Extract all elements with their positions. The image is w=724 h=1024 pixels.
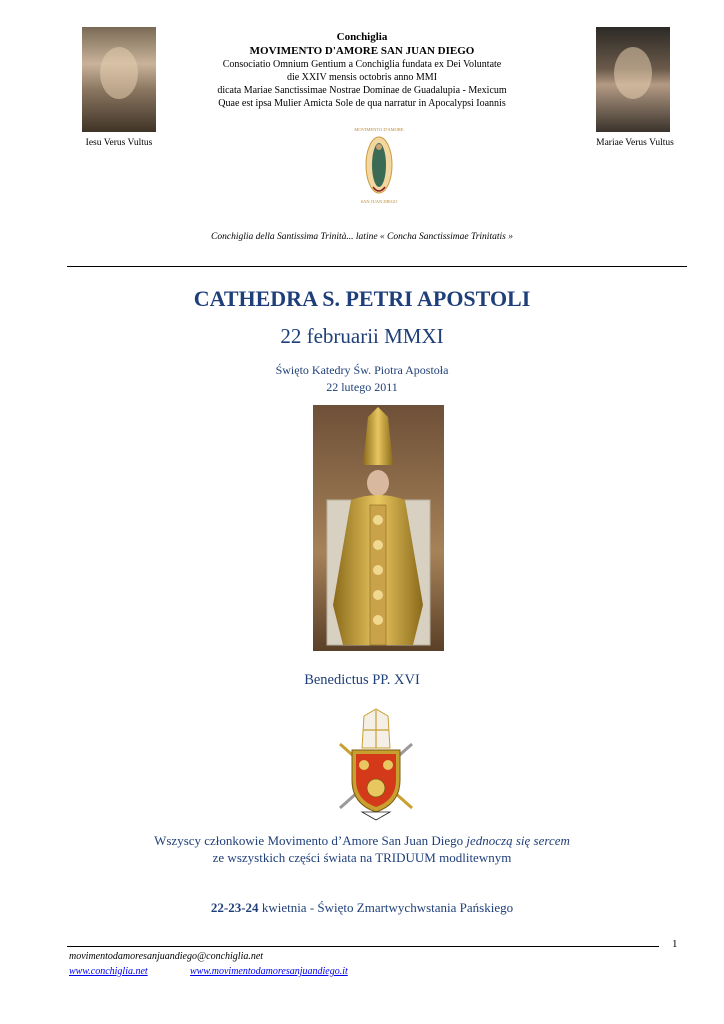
header-divider [67,266,687,267]
message-line-1 [100,832,624,849]
header-block [170,30,554,110]
footer-link-conchiglia[interactable]: www.conchiglia.net [69,966,148,977]
left-image-caption: Iesu Verus Vultus [85,138,153,148]
message-plain-text: Wszyscy członkowie Movimento d’Amore San Juan Diego [154,833,467,848]
pope-photo [313,405,444,651]
easter-dates: 22-23-24 [210,900,259,915]
header-title: Conchiglia [336,31,388,43]
footer-divider [67,946,659,947]
feast-date: 22 lutego 2011 [326,380,398,394]
feast-subtitle: Święto Katedry Św. Piotra Apostoła [275,363,449,377]
holy-face-image [82,27,156,132]
svg-text:MOVIMENTO D'AMORE: MOVIMENTO D'AMORE [354,127,404,132]
guadalupe-logo-icon [354,125,404,211]
footer-link-movimento[interactable]: www.movimentodamoresanjuandiego.it [190,966,348,977]
header-line-4: Quae est ipsa Mulier Amicta Sole de qua narratur in Apocalypsi Ioannis [218,98,506,109]
author-name: Benedictus PP. XVI [304,672,420,688]
page-number: 1 [672,938,678,950]
page-date: 22 februarii MMXI [280,324,444,348]
papal-coat-of-arms-icon [332,708,420,820]
easter-line [100,900,624,916]
message-line-2: ze wszystkich części świata na TRIDUUM modlitewnym [212,850,512,865]
easter-text: kwietnia - Święto Zmartwychwstania Pańskiego [258,900,514,915]
header-org: MOVIMENTO D'AMORE SAN JUAN DIEGO [249,45,475,57]
header-line-1: Consociatio Omnium Gentium a Conchiglia fundata ex Dei Voluntate [222,59,502,70]
tagline: Conchiglia della Santissima Trinità... latine « Concha Sanctissimae Trinitatis » [211,232,513,242]
right-image-caption: Mariae Verus Vultus [596,138,674,148]
svg-text:SAN JUAN DIEGO: SAN JUAN DIEGO [360,199,398,204]
header-line-3: dicata Mariae Sanctissimae Nostrae Dominae de Guadalupia - Mexicum [217,85,507,96]
footer-email: movimentodamoresanjuandiego@conchiglia.net [69,951,264,962]
header-line-2: die XXIV mensis octobris anno MMI [286,72,438,83]
message-italic-text: jednoczą się sercem [466,833,570,848]
virgin-mary-image [596,27,670,132]
page-title: CATHEDRA S. PETRI APOSTOLI [193,286,531,311]
